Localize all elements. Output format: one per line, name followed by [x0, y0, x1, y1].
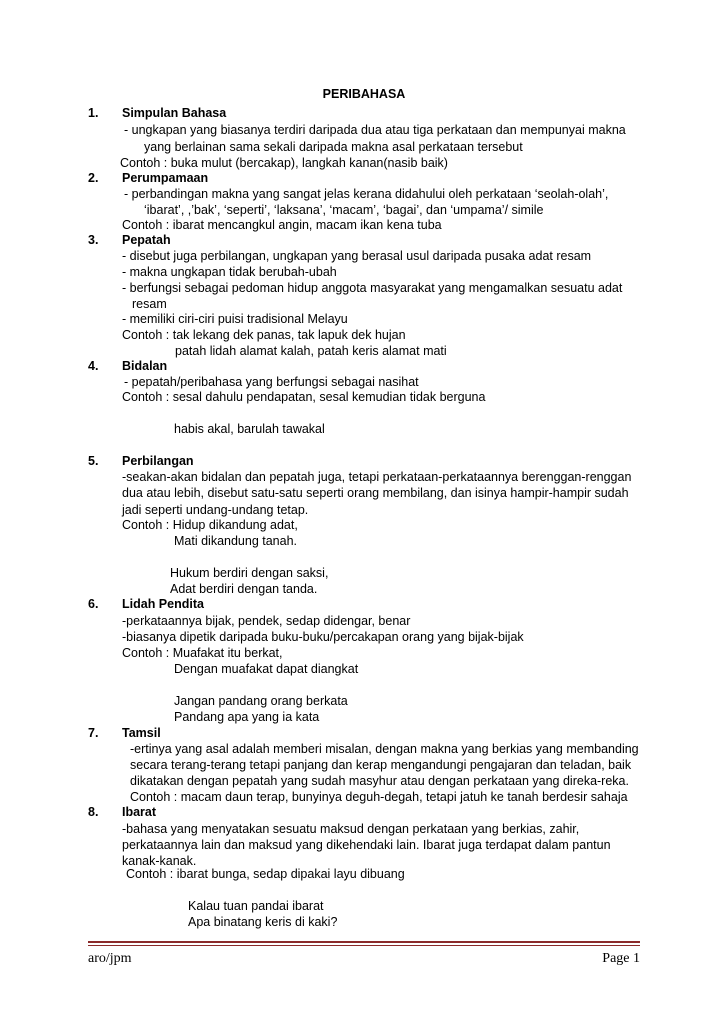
section-line: dua atau lebih, disebut satu-satu seperti orang membilang, dan isinya hampir-hampir sudah [122, 486, 629, 500]
section-line: resam [132, 297, 167, 311]
section-line: Contoh : tak lekang dek panas, tak lapuk dek hujan [122, 328, 406, 342]
section-line: Contoh : sesal dahulu pendapatan, sesal kemudian tidak berguna [122, 390, 486, 404]
section-number: 4. [88, 359, 99, 373]
page-number: Page 1 [602, 951, 640, 966]
section-line: dikatakan dengan pepatah yang sudah masyhur atau dengan perkataan yang direka-reka. [130, 774, 629, 788]
section-line: secara terang-terang tetapi panjang dan kerap mengandungi pengajaran dan teladan, baik [130, 758, 632, 772]
footer-author: aro/jpm [88, 951, 132, 966]
section-line: patah lidah alamat kalah, patah keris alamat mati [175, 344, 447, 358]
section-line: Pandang apa yang ia kata [174, 710, 320, 724]
section-line: habis akal, barulah tawakal [174, 422, 325, 436]
section-line: -biasanya dipetik daripada buku-buku/percakapan orang yang bijak-bijak [122, 630, 524, 644]
section-line: Mati dikandung tanah. [174, 534, 298, 548]
section-line: - berfungsi sebagai pedoman hidup anggota masyarakat yang mengamalkan sesuatu adat [122, 281, 623, 295]
section-line: jadi seperti undang-undang tetap. [122, 503, 309, 517]
section-line: Contoh : ibarat mencangkul angin, macam ikan kena tuba [122, 218, 442, 232]
section-number: 2. [88, 171, 99, 185]
section-line: -ertinya yang asal adalah memberi misalan, dengan makna yang berkias yang membanding [130, 742, 639, 756]
section-line: Hukum berdiri dengan saksi, [170, 566, 329, 580]
section-line: ‘ibarat’, ,’bak’, ‘seperti’, ‘laksana’, ‘macam’, ‘bagai’, dan ‘umpama’/ simile [144, 203, 544, 217]
section-line: - ungkapan yang biasanya terdiri daripada dua atau tiga perkataan dan mempunyai makna [124, 123, 626, 137]
section-line: kanak-kanak. [122, 854, 197, 868]
section-number: 6. [88, 597, 99, 611]
section-line: Apa binatang keris di kaki? [188, 915, 338, 929]
section-heading: Simpulan Bahasa [122, 106, 227, 120]
section-number: 7. [88, 726, 99, 740]
section-line: - pepatah/peribahasa yang berfungsi sebagai nasihat [124, 375, 419, 389]
section-line: -perkataannya bijak, pendek, sedap didengar, benar [122, 614, 411, 628]
section-line: Contoh : Muafakat itu berkat, [122, 646, 283, 660]
section-line: -seakan-akan bidalan dan pepatah juga, tetapi perkataan-perkataannya berenggan-renggan [122, 470, 632, 484]
section-number: 1. [88, 106, 99, 120]
page-title: PERIBAHASA [322, 87, 406, 101]
section-line: Dengan muafakat dapat diangkat [174, 662, 359, 676]
section-line: - perbandingan makna yang sangat jelas kerana didahului oleh perkataan ‘seolah-olah’, [124, 187, 609, 201]
section-line: perkataannya lain dan maksud yang dikehendaki lain. Ibarat juga terdapat dalam pantun [122, 838, 611, 852]
section-line: - memiliki ciri-ciri puisi tradisional Melayu [122, 312, 348, 326]
section-number: 3. [88, 233, 99, 247]
section-line: Kalau tuan pandai ibarat [188, 899, 324, 913]
section-number: 5. [88, 454, 99, 468]
footer-rule-thick [88, 941, 640, 943]
section-heading: Tamsil [122, 726, 161, 740]
section-line: yang berlainan sama sekali daripada makna asal perkataan tersebut [144, 140, 523, 154]
section-heading: Perbilangan [122, 454, 194, 468]
section-heading: Perumpamaan [122, 171, 209, 185]
section-line: - makna ungkapan tidak berubah-ubah [122, 265, 337, 279]
section-number: 8. [88, 805, 99, 819]
section-heading: Pepatah [122, 233, 171, 247]
section-line: Contoh : buka mulut (bercakap), langkah kanan(nasib baik) [120, 156, 448, 170]
section-line: Adat berdiri dengan tanda. [170, 582, 318, 596]
section-line: Jangan pandang orang berkata [174, 694, 348, 708]
section-line: -bahasa yang menyatakan sesuatu maksud dengan perkataan yang berkias, zahir, [122, 822, 580, 836]
section-line: - disebut juga perbilangan, ungkapan yang berasal usul daripada pusaka adat resam [122, 249, 592, 263]
section-line: Contoh : macam daun terap, bunyinya deguh-degah, tetapi jatuh ke tanah berdesir sahaja [130, 790, 628, 804]
footer-rule-thin [88, 945, 640, 946]
section-heading: Ibarat [122, 805, 157, 819]
section-heading: Lidah Pendita [122, 597, 204, 611]
section-heading: Bidalan [122, 359, 168, 373]
section-line: Contoh : ibarat bunga, sedap dipakai layu dibuang [126, 867, 405, 881]
section-line: Contoh : Hidup dikandung adat, [122, 518, 298, 532]
